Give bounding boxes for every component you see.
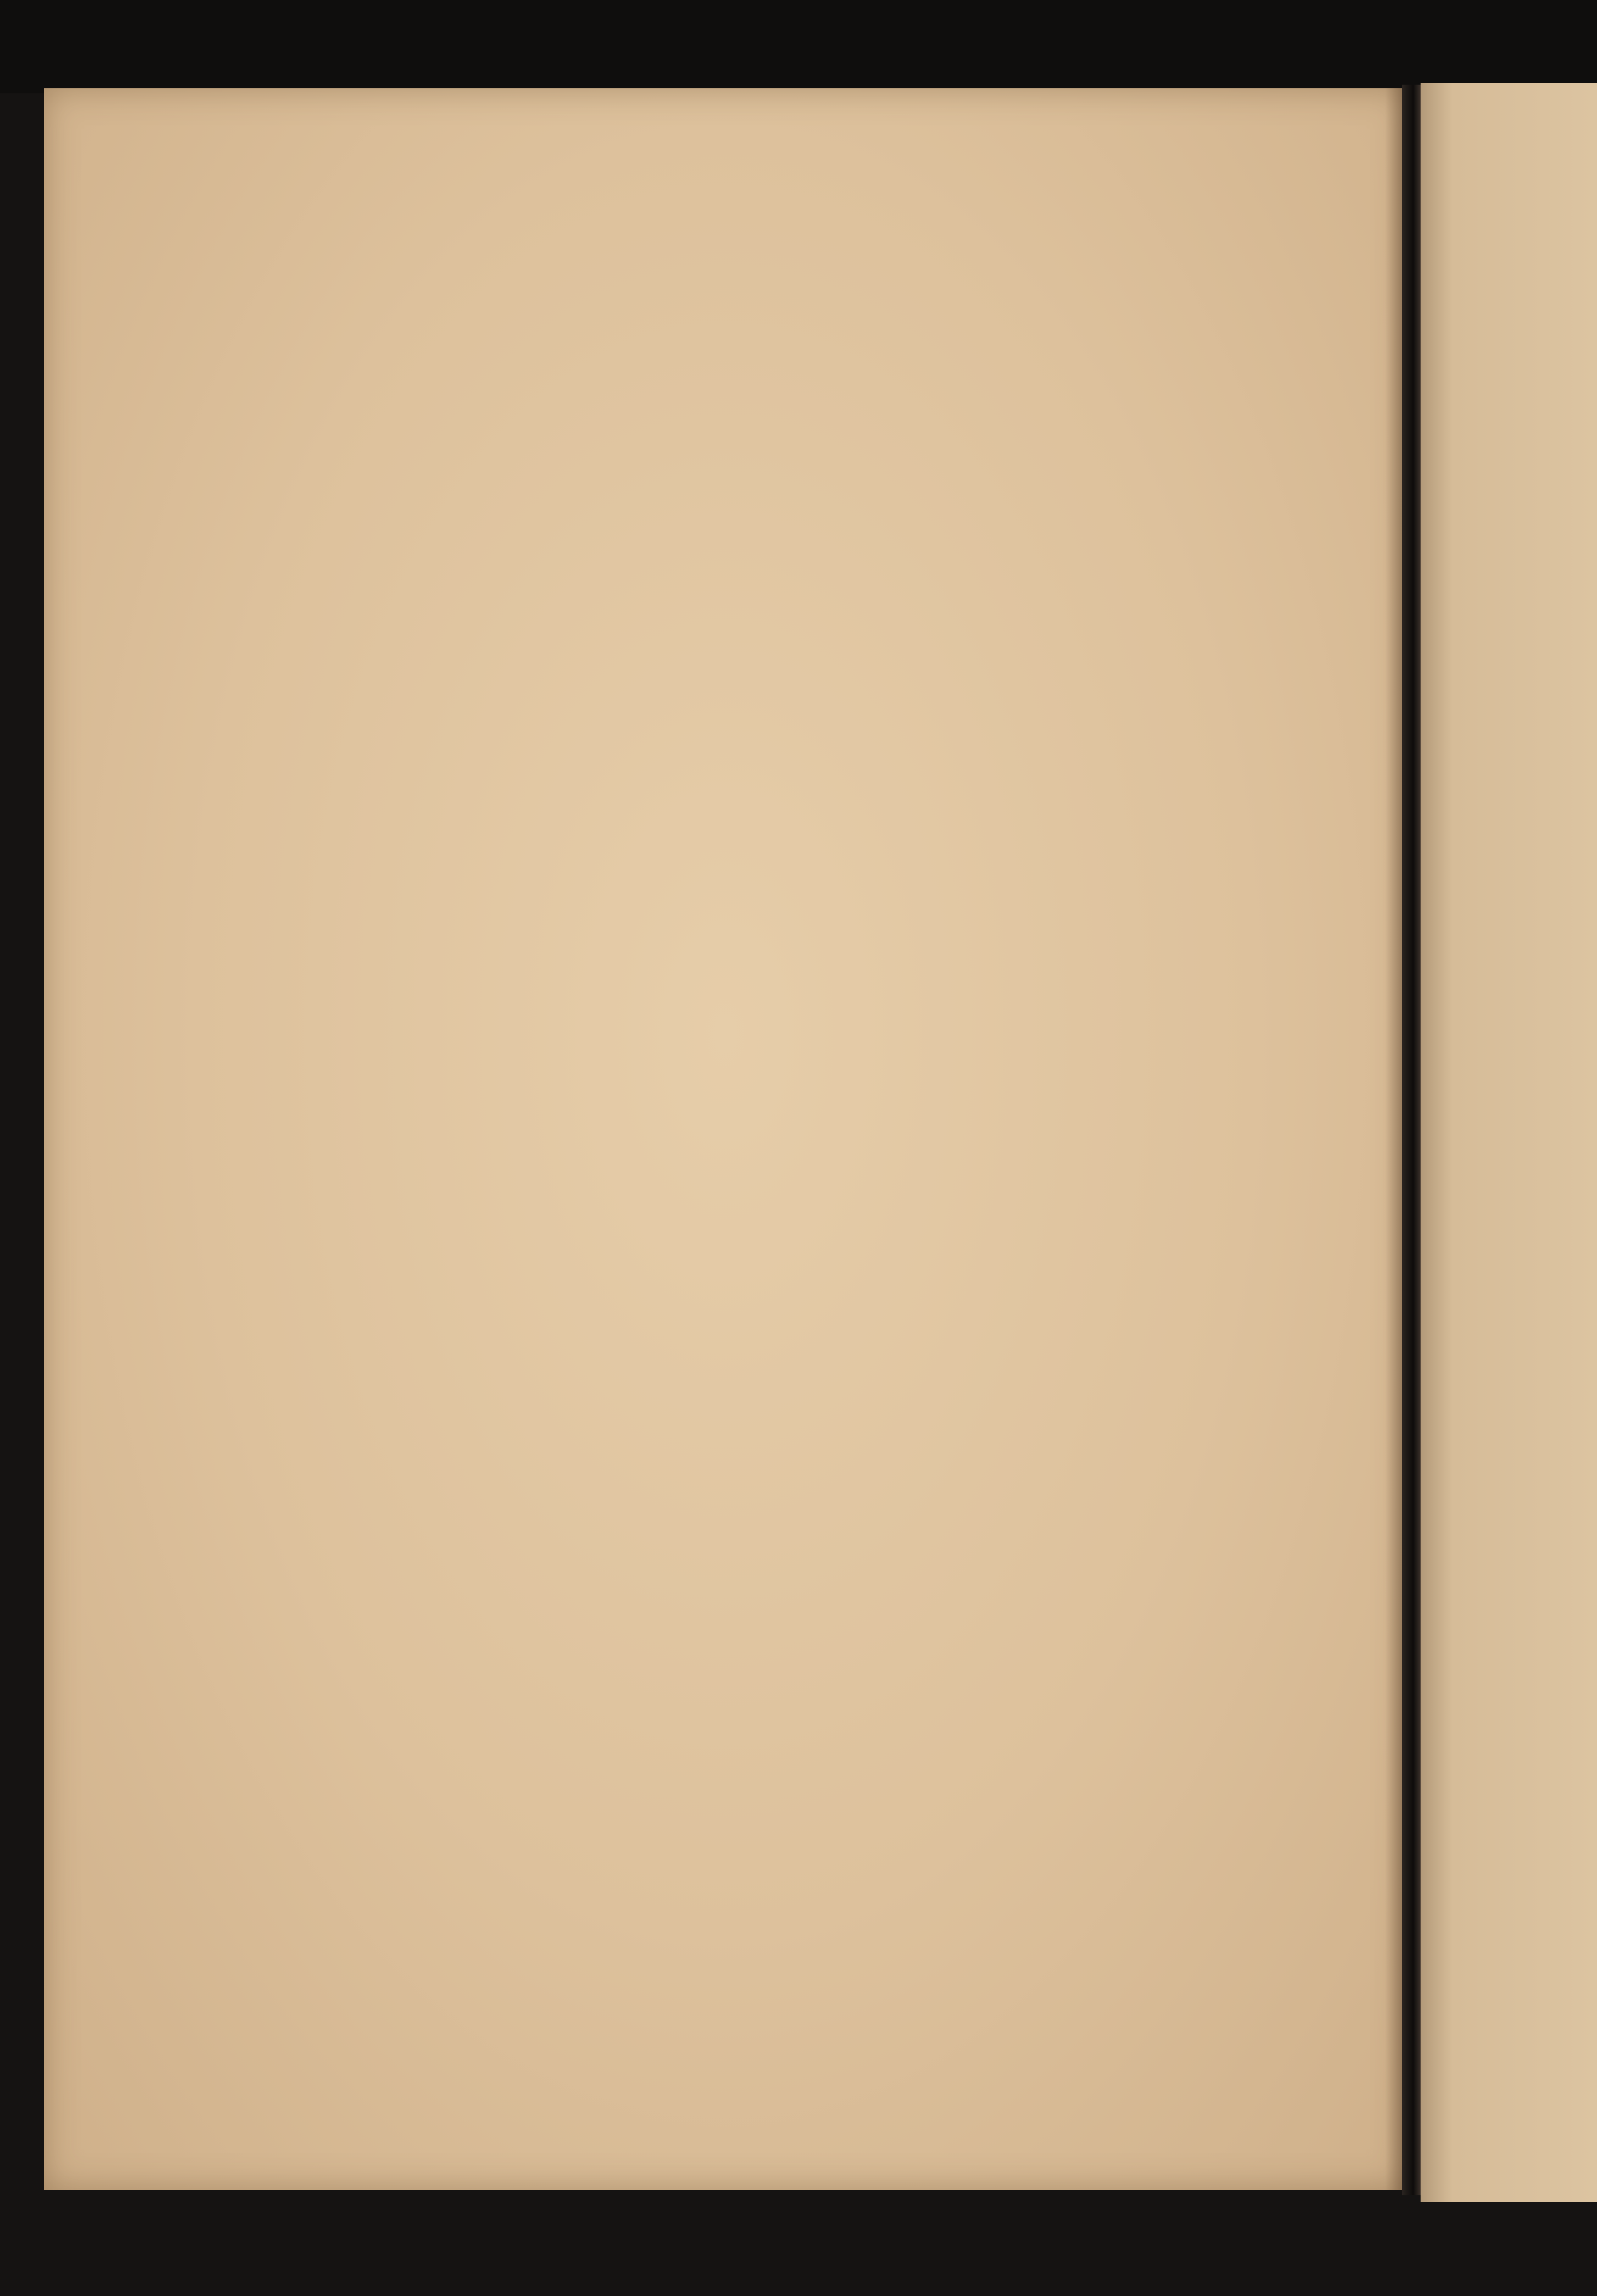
right-page-edge [1421, 83, 1597, 2202]
left-page [44, 88, 1407, 2190]
dark-background [0, 0, 1597, 93]
book-gutter [1402, 85, 1421, 2195]
